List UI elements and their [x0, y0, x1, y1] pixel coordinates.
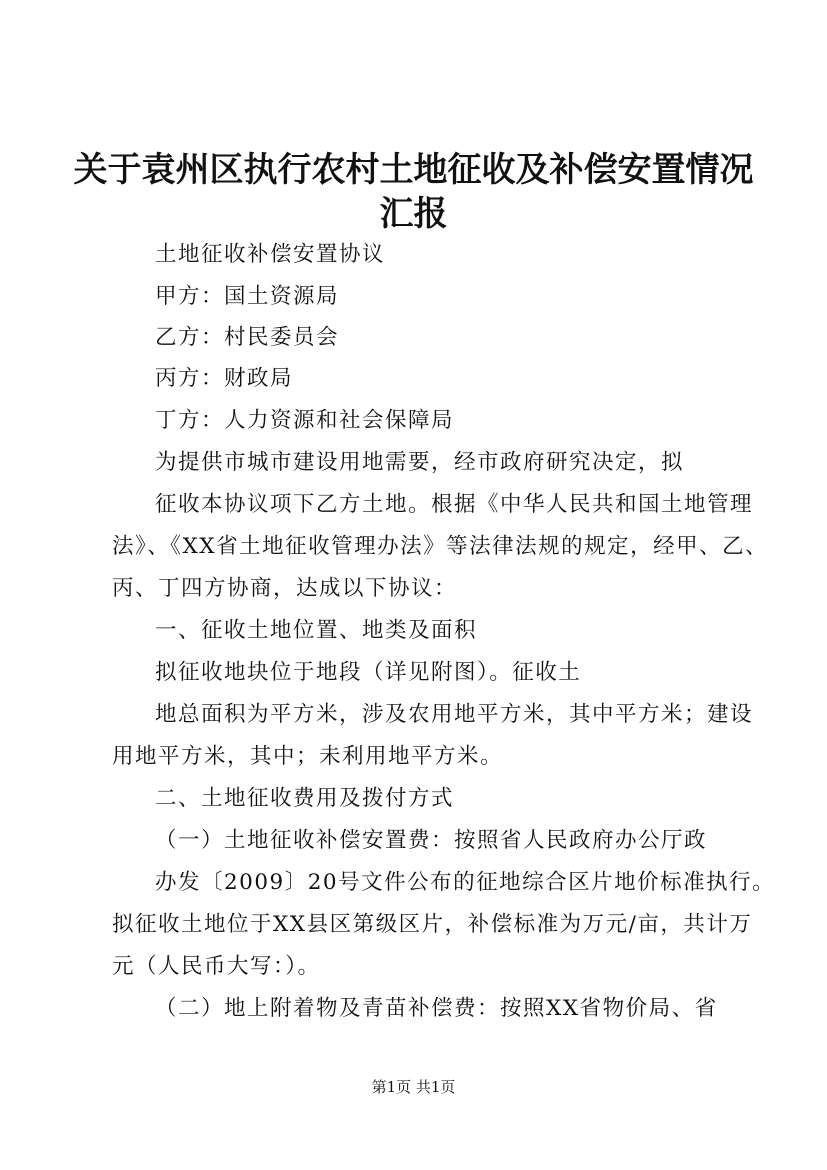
document-title-line-2: 汇报 — [379, 194, 448, 234]
paragraph-line: （二）地上附着物及青苗补偿费：按照XX省物价局、省 — [155, 996, 718, 1021]
paragraph-line: 法》、《XX省土地征收管理办法》等法律法规的规定，经甲、乙、 — [112, 534, 769, 559]
party-a: 甲方：国土资源局 — [155, 284, 340, 309]
agreement-heading: 土地征收补偿安置协议 — [155, 242, 386, 267]
section-heading-1: 一、征收土地位置、地类及面积 — [155, 618, 478, 643]
paragraph-line: 元（人民币大写：）。 — [112, 954, 321, 979]
paragraph-line: 征收本协议项下乙方土地。根据《中华人民共和国土地管理 — [155, 492, 754, 517]
paragraph-line: 用地平方米，其中；未利用地平方米。 — [112, 744, 504, 769]
document-title-line-1: 关于袁州区执行农村土地征收及补偿安置情况 — [73, 150, 754, 190]
section-heading-2: 二、土地征收费用及拨付方式 — [155, 786, 455, 811]
paragraph-line: 丙、丁四方协商，达成以下协议： — [112, 576, 458, 601]
party-d: 丁方：人力资源和社会保障局 — [155, 408, 455, 433]
paragraph-line: 为提供市城市建设用地需要，经市政府研究决定，拟 — [155, 450, 685, 475]
party-b: 乙方：村民委员会 — [155, 325, 340, 350]
paragraph-line: （一）土地征收补偿安置费：按照省人民政府办公厅政 — [155, 828, 708, 853]
party-c: 丙方：财政局 — [155, 366, 294, 391]
paragraph-line: 地总面积为平方米，涉及农用地平方米，其中平方米；建设 — [155, 702, 754, 727]
page-footer: 第1页 共1页 — [371, 1078, 456, 1096]
paragraph-line: 拟征收土地位于XX县区第级区片，补偿标准为万元/亩，共计万 — [112, 912, 753, 937]
paragraph-line: 拟征收地块位于地段（详见附图）。征收土 — [155, 660, 582, 685]
paragraph-line: 办发〔2009〕20号文件公布的征地综合区片地价标准执行。 — [155, 870, 776, 895]
